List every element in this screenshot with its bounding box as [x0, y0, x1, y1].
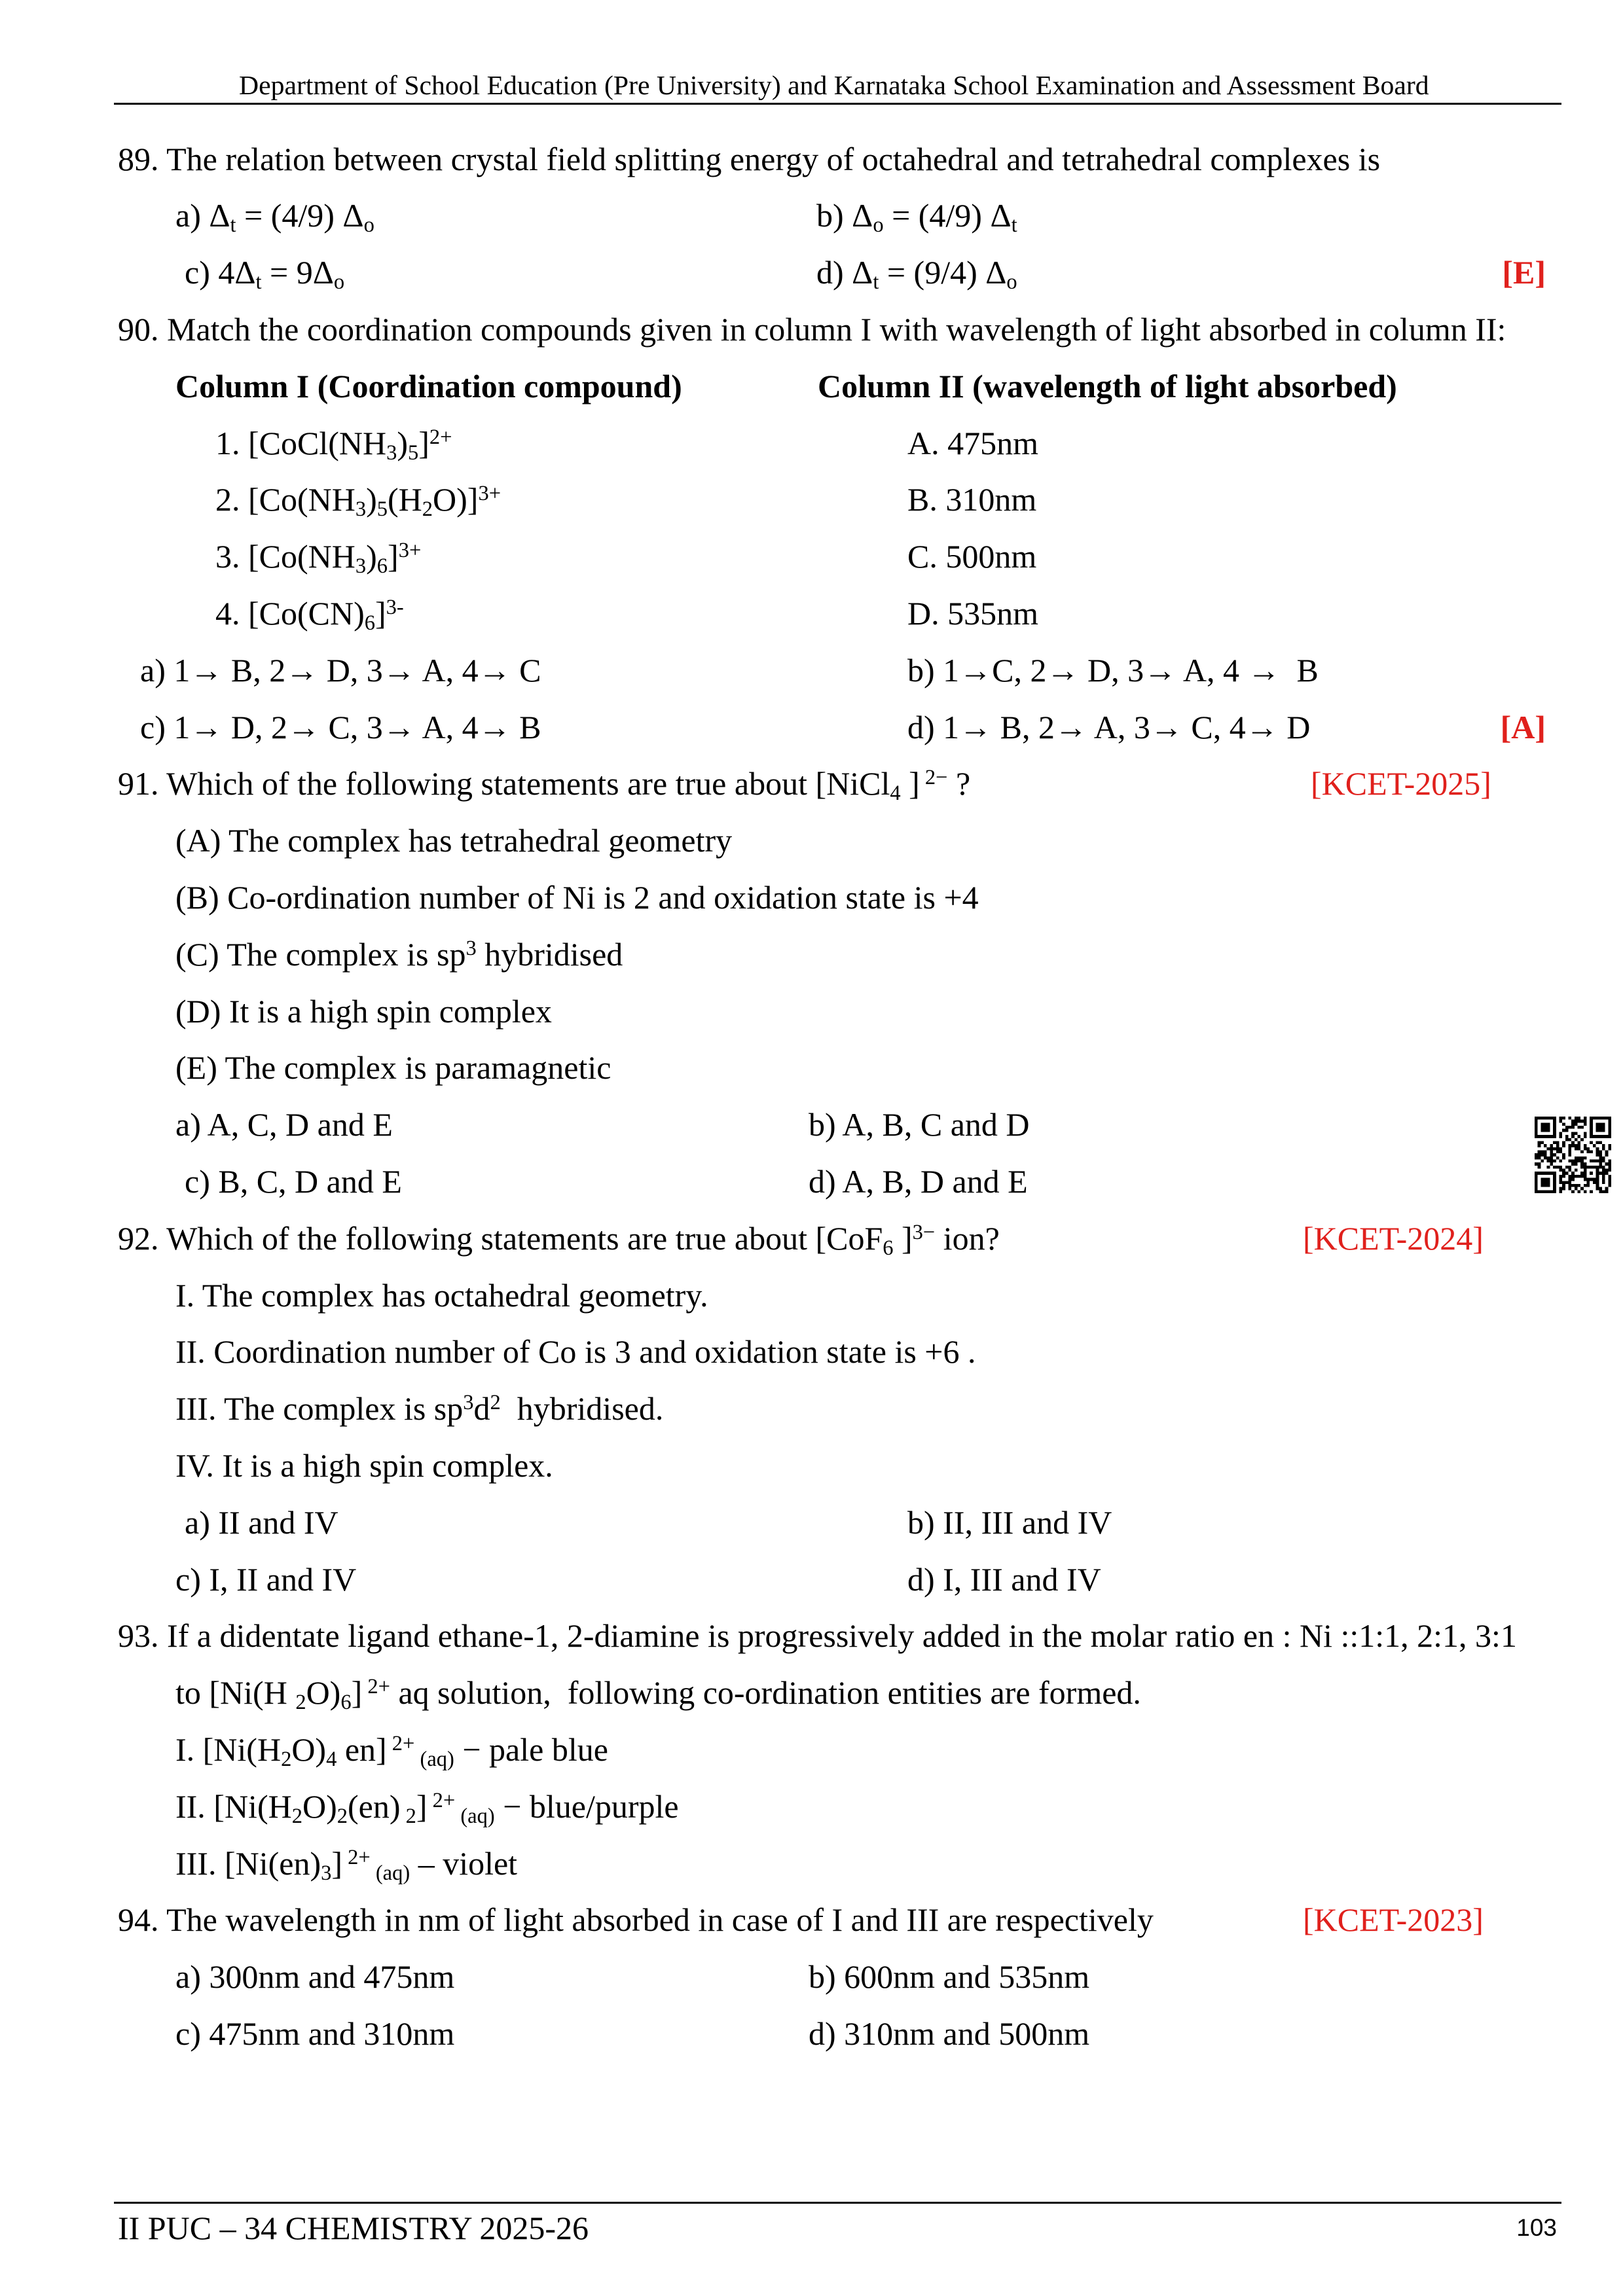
text-run: d) Δ — [816, 254, 873, 291]
subscript: 5 — [408, 441, 419, 465]
q93-stem-row — [0, 1607, 1623, 1664]
superscript: 2+ — [342, 1845, 371, 1869]
q92-options-row-2 — [0, 1551, 1623, 1608]
q92-statement-row-1 — [0, 1267, 1623, 1324]
q91-option-a: a) A, C, D and E — [175, 1106, 393, 1143]
q94-option-b: b) 600nm and 535nm — [809, 1958, 1090, 1995]
text-run: – violet — [410, 1845, 518, 1882]
q94-options-row-1 — [0, 1948, 1623, 2005]
page-header-title: Department of School Education (Pre University) and Karnataka School Examination and Assessment Board — [239, 71, 1429, 101]
q90-match-row-1 — [0, 415, 1623, 472]
subscript: o — [1006, 270, 1017, 295]
header-rule — [114, 103, 1561, 105]
column-ii-item-c: C. 500nm — [907, 538, 1037, 575]
q93-entity-i — [175, 1721, 608, 1778]
q91-options-row-2 — [0, 1153, 1623, 1210]
text-run: a) Δ — [175, 197, 230, 234]
q91-statement-row-a — [0, 812, 1623, 869]
text-run: III. [Ni(en) — [175, 1845, 321, 1882]
text-run: (en) — [347, 1788, 401, 1825]
column-ii-item-d: D. 535nm — [907, 595, 1038, 632]
text-run: = 9Δ — [261, 254, 334, 291]
q91-options-row-1 — [0, 1096, 1623, 1153]
subscript: 4 — [326, 1748, 337, 1772]
text-run: to [Ni(H — [175, 1674, 296, 1711]
superscript: 3− — [912, 1220, 936, 1244]
text-run: = (4/9) Δ — [883, 197, 1012, 234]
text-run: ] — [418, 425, 429, 461]
text-run: (C) The complex is sp — [175, 936, 466, 973]
text-run: ion? — [935, 1220, 1000, 1257]
q89-stem-row — [0, 131, 1623, 188]
subscript: (aq) — [455, 1804, 495, 1829]
superscript: 2+ — [386, 1731, 415, 1755]
superscript: 3+ — [398, 538, 422, 562]
q93-stem-continuation-row — [0, 1664, 1623, 1721]
text-run: I. [Ni(H — [175, 1731, 282, 1768]
column-i-item-1 — [215, 415, 452, 472]
q93-entity-row-2 — [0, 1778, 1623, 1835]
q90-stem-row — [0, 301, 1623, 358]
text-run: hybridised — [476, 936, 623, 973]
column-i-item-3 — [215, 528, 421, 585]
subscript: 2 — [422, 497, 433, 522]
column-i-heading: Column I (Coordination compound) — [175, 368, 682, 404]
text-run: ] — [900, 765, 920, 802]
q89-answer-tag: [E] — [1502, 254, 1546, 291]
q92-statement-iii — [175, 1380, 663, 1437]
subscript: 6 — [376, 554, 388, 579]
q92-statement-iv — [175, 1437, 553, 1494]
subscript: 3 — [386, 441, 397, 465]
text-run: ] — [416, 1788, 428, 1825]
q91-statement-c — [175, 926, 623, 983]
subscript: 2 — [291, 1804, 302, 1829]
subscript: (aq) — [414, 1748, 454, 1772]
q90-options-row-1 — [0, 642, 1623, 699]
text-run: ] — [388, 538, 399, 575]
q90-answer-tag: [A] — [1500, 709, 1546, 745]
q92-stem-row — [0, 1210, 1623, 1267]
text-run: en] — [337, 1731, 387, 1768]
subscript: 3 — [355, 554, 367, 579]
q93-entity-ii — [175, 1778, 679, 1835]
question-94-stem: 94. The wavelength in nm of light absorbed in case of I and III are respectively — [118, 1901, 1154, 1938]
q92-option-d: d) I, III and IV — [907, 1561, 1101, 1598]
q91-option-b: b) A, B, C and D — [809, 1106, 1030, 1143]
column-ii-item-a: A. 475nm — [907, 425, 1038, 461]
text-run: 91. Which of the following statements are true about [NiCl — [118, 765, 890, 802]
q94-stem-row — [0, 1892, 1623, 1948]
text-run: aq solution, following co-ordination entities are formed. — [390, 1674, 1141, 1711]
question-91-stem — [118, 755, 970, 812]
text-run: (H — [388, 481, 422, 518]
q90-option-b: b) 1→C, 2→ D, 3→ A, 4 → B — [907, 652, 1319, 689]
text-run: ] — [351, 1674, 363, 1711]
subscript: 3 — [321, 1861, 332, 1886]
superscript: 3 — [465, 936, 477, 960]
q91-statement-d — [175, 983, 552, 1040]
q91-statement-row-d — [0, 983, 1623, 1040]
q90-match-row-3 — [0, 528, 1623, 585]
q91-option-d: d) A, B, D and E — [809, 1163, 1028, 1200]
q91-option-c: c) B, C, D and E — [185, 1163, 402, 1200]
q91-statement-row-b — [0, 869, 1623, 926]
text-run: II. [Ni(H — [175, 1788, 292, 1825]
qr-code — [1535, 1117, 1611, 1193]
q92-options-row-1 — [0, 1494, 1623, 1551]
q92-statement-row-3 — [0, 1380, 1623, 1437]
text-run: ] — [331, 1845, 343, 1882]
footer-course-title: II PUC – 34 CHEMISTRY 2025-26 — [118, 2210, 589, 2246]
question-90-stem: 90. Match the coordination compounds given in column I with wavelength of light absorbed in column II: — [118, 311, 1506, 348]
column-i-item-2 — [215, 471, 501, 528]
q91-source-tag: [KCET-2025] — [1311, 765, 1491, 802]
subscript: t — [255, 270, 262, 295]
text-run: (E) The complex is paramagnetic — [175, 1049, 611, 1086]
text-run: 1. [CoCl(NH — [215, 425, 387, 461]
text-run: − blue/purple — [494, 1788, 679, 1825]
text-run: ] — [893, 1220, 913, 1257]
text-run: 92. Which of the following statements are true about [CoF — [118, 1220, 883, 1257]
subscript: 3 — [355, 497, 367, 522]
text-run: ) — [366, 538, 377, 575]
subscript: 6 — [364, 611, 376, 636]
subscript: o — [333, 270, 345, 295]
q90-option-d: d) 1→ B, 2→ A, 3→ C, 4→ D — [907, 709, 1311, 745]
superscript: 3+ — [478, 481, 501, 505]
text-run: (A) The complex has tetrahedral geometry — [175, 822, 733, 859]
subscript: 4 — [890, 781, 901, 806]
text-run: ) — [397, 425, 409, 461]
q91-statement-row-c — [0, 926, 1623, 983]
text-run: ? — [947, 765, 971, 802]
q90-match-row-2 — [0, 471, 1623, 528]
subscript: t — [230, 213, 236, 238]
q91-stem-row — [0, 755, 1623, 812]
subscript: 2 — [281, 1748, 292, 1772]
superscript: 3- — [386, 595, 404, 619]
text-run: 3. [Co(NH — [215, 538, 356, 575]
q92-statement-ii — [175, 1323, 976, 1380]
question-92-stem — [118, 1210, 1000, 1267]
q93-entity-row-3 — [0, 1835, 1623, 1892]
q94-options-row-2 — [0, 2005, 1623, 2062]
subscript: 6 — [340, 1691, 352, 1715]
text-run: O) — [306, 1674, 341, 1711]
superscript: 2+ — [362, 1674, 390, 1698]
text-run: (D) It is a high spin complex — [175, 993, 552, 1030]
text-run: I. The complex has octahedral geometry. — [175, 1277, 708, 1314]
page-number: 103 — [1516, 2214, 1557, 2241]
q94-option-c: c) 475nm and 310nm — [175, 2015, 455, 2052]
question-89-stem: 89. The relation between crystal field splitting energy of octahedral and tetrahedral complexes is — [118, 141, 1381, 177]
subscript: 2 — [400, 1804, 416, 1829]
subscript: 5 — [376, 497, 388, 522]
q92-option-b: b) II, III and IV — [907, 1504, 1112, 1541]
column-ii-heading: Column II (wavelength of light absorbed) — [818, 368, 1397, 404]
q92-source-tag: [KCET-2024] — [1303, 1220, 1484, 1257]
text-run: = (9/4) Δ — [879, 254, 1007, 291]
q89-option-a — [175, 187, 374, 244]
q89-option-d — [816, 244, 1017, 301]
column-i-item-4 — [215, 585, 404, 642]
subscript: t — [873, 270, 879, 295]
q94-option-a: a) 300nm and 475nm — [175, 1958, 455, 1995]
text-run: c) 4Δ — [185, 254, 256, 291]
q90-option-c: c) 1→ D, 2→ C, 3→ A, 4→ B — [140, 709, 541, 745]
q90-column-headings-row — [0, 358, 1623, 415]
superscript: 2+ — [427, 1788, 456, 1812]
q93-entity-iii — [175, 1835, 517, 1892]
subscript: t — [1011, 213, 1017, 238]
text-run: 4. [Co(CN) — [215, 595, 365, 632]
text-run: III. The complex is sp — [175, 1390, 464, 1427]
q89-option-b — [816, 187, 1017, 244]
q92-option-c: c) I, II and IV — [175, 1561, 357, 1598]
superscript: 2− — [919, 765, 948, 789]
question-93-stem-continuation — [175, 1664, 1141, 1721]
subscript: o — [363, 213, 374, 238]
text-run: ] — [375, 595, 386, 632]
q90-match-row-4 — [0, 585, 1623, 642]
text-run: d — [473, 1390, 490, 1427]
subscript: 2 — [337, 1804, 348, 1829]
q90-option-a: a) 1→ B, 2→ D, 3→ A, 4→ C — [140, 652, 541, 689]
q90-options-row-2 — [0, 699, 1623, 756]
subscript: (aq) — [370, 1861, 410, 1886]
q93-entity-row-1 — [0, 1721, 1623, 1778]
subscript: 6 — [883, 1236, 894, 1261]
q91-statement-row-e — [0, 1039, 1623, 1096]
q92-statement-row-4 — [0, 1437, 1623, 1494]
text-run: − pale blue — [454, 1731, 608, 1768]
text-run: O) — [302, 1788, 337, 1825]
q92-statement-row-2 — [0, 1323, 1623, 1380]
q89-option-c — [185, 244, 344, 301]
subscript: o — [873, 213, 884, 238]
text-run: IV. It is a high spin complex. — [175, 1447, 553, 1484]
q91-statement-b — [175, 869, 979, 926]
text-run: O)] — [433, 481, 479, 518]
superscript: 2+ — [429, 425, 452, 449]
footer-rule — [114, 2202, 1561, 2204]
text-run: ) — [366, 481, 377, 518]
text-run: b) Δ — [816, 197, 873, 234]
q89-options-row-2 — [0, 244, 1623, 301]
q94-option-d: d) 310nm and 500nm — [809, 2015, 1090, 2052]
text-run: II. Coordination number of Co is 3 and oxidation state is +6 . — [175, 1333, 976, 1370]
question-93-stem: 93. If a didentate ligand ethane-1, 2-diamine is progressively added in the molar ratio en : Ni ::1:1, 2:1, 3:1 — [118, 1617, 1517, 1654]
superscript: 3 — [463, 1390, 474, 1414]
text-run: (B) Co-ordination number of Ni is 2 and oxidation state is +4 — [175, 879, 979, 916]
text-run: = (4/9) Δ — [236, 197, 364, 234]
q91-statement-e — [175, 1039, 611, 1096]
q89-options-row-1 — [0, 187, 1623, 244]
text-run: O) — [291, 1731, 327, 1768]
text-run: hybridised. — [500, 1390, 664, 1427]
q92-option-a: a) II and IV — [185, 1504, 338, 1541]
text-run: 2. [Co(NH — [215, 481, 356, 518]
q91-statement-a — [175, 812, 732, 869]
column-ii-item-b: B. 310nm — [907, 481, 1037, 518]
subscript: 2 — [295, 1691, 306, 1715]
q92-statement-i — [175, 1267, 708, 1324]
q94-source-tag: [KCET-2023] — [1303, 1901, 1484, 1938]
superscript: 2 — [490, 1390, 501, 1414]
